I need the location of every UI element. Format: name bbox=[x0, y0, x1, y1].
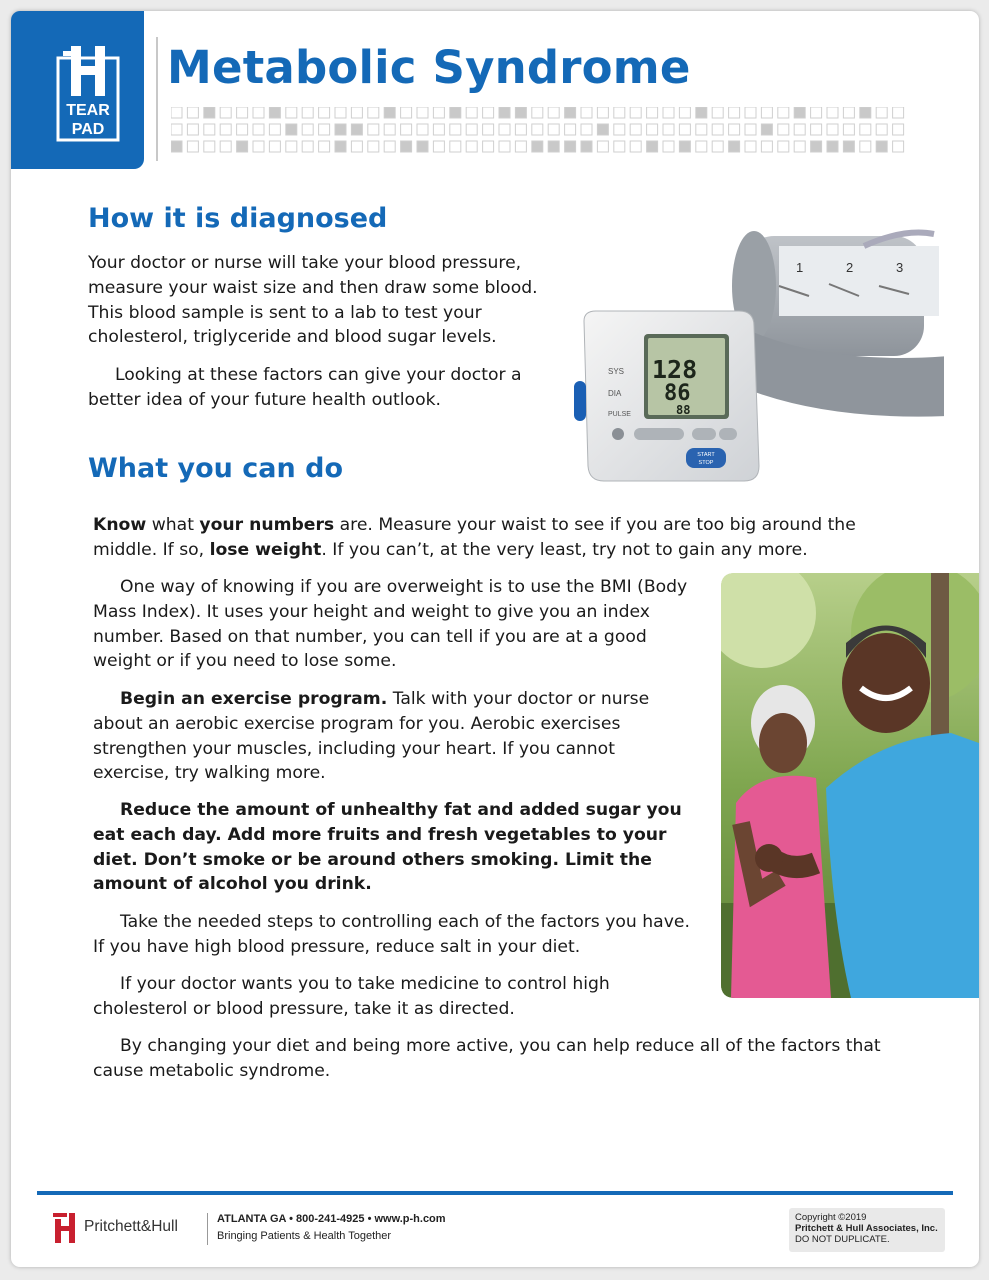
pattern-square bbox=[630, 141, 641, 152]
pattern-square bbox=[204, 124, 215, 135]
copyright-line-3: DO NOT DUPLICATE. bbox=[795, 1234, 890, 1245]
pattern-square bbox=[548, 141, 559, 152]
pattern-square bbox=[204, 141, 215, 152]
pattern-square bbox=[745, 107, 756, 118]
pattern-square bbox=[286, 124, 297, 135]
pattern-square bbox=[729, 107, 740, 118]
footer-contact: ATLANTA GA • 800-241-4925 • www.p-h.com bbox=[217, 1213, 446, 1225]
pattern-square bbox=[712, 124, 723, 135]
pattern-square bbox=[745, 141, 756, 152]
pattern-square bbox=[597, 107, 608, 118]
pattern-square bbox=[893, 141, 904, 152]
pattern-square bbox=[794, 107, 805, 118]
what-paragraph-5 bbox=[93, 910, 693, 960]
pattern-square bbox=[630, 107, 641, 118]
pattern-square bbox=[237, 141, 248, 152]
pattern-square bbox=[597, 124, 608, 135]
pattern-square bbox=[171, 107, 182, 118]
pattern-square bbox=[811, 107, 822, 118]
pattern-square bbox=[335, 124, 346, 135]
pattern-square bbox=[220, 141, 231, 152]
pattern-square bbox=[499, 124, 510, 135]
pattern-square bbox=[253, 124, 264, 135]
pattern-square bbox=[843, 141, 854, 152]
pattern-square bbox=[269, 124, 280, 135]
pattern-square bbox=[253, 107, 264, 118]
pattern-square bbox=[368, 141, 379, 152]
pattern-square bbox=[532, 107, 543, 118]
pattern-square bbox=[565, 124, 576, 135]
pattern-square bbox=[597, 141, 608, 152]
start-label: START bbox=[697, 452, 715, 458]
header-pattern bbox=[171, 107, 911, 157]
pattern-square bbox=[204, 107, 215, 118]
sys-label: SYS bbox=[608, 367, 625, 376]
pattern-square bbox=[696, 141, 707, 152]
pattern-square bbox=[532, 124, 543, 135]
copyright-line-1: Copyright ©2019 bbox=[795, 1212, 867, 1223]
footer-divider bbox=[207, 1213, 208, 1245]
cuff-step-2: 2 bbox=[846, 260, 854, 275]
pattern-square bbox=[860, 141, 871, 152]
pattern-square bbox=[843, 107, 854, 118]
pattern-square bbox=[778, 141, 789, 152]
what-paragraph-3-text: Talk with your doctor or nurse about an aerobic exercise program for you. Aerobic exercises strengthen your muscles, including your heart. If you cannot exercise, try walking more. bbox=[93, 689, 650, 784]
pattern-square bbox=[401, 107, 412, 118]
pattern-square bbox=[417, 141, 428, 152]
pattern-square bbox=[630, 124, 641, 135]
blood-pressure-monitor-image bbox=[564, 216, 944, 491]
pattern-square bbox=[893, 124, 904, 135]
what-paragraph-3 bbox=[93, 687, 663, 786]
pattern-square bbox=[581, 107, 592, 118]
pattern-square bbox=[483, 107, 494, 118]
pattern-square bbox=[647, 141, 658, 152]
pattern-square bbox=[663, 107, 674, 118]
pattern-square bbox=[761, 141, 772, 152]
bold-lose-weight: lose weight bbox=[209, 539, 322, 560]
pattern-square bbox=[876, 124, 887, 135]
pattern-square bbox=[876, 141, 887, 152]
pattern-square bbox=[269, 141, 280, 152]
pattern-square bbox=[319, 124, 330, 135]
page-title: Metabolic Syndrome bbox=[167, 41, 691, 94]
footer-rule bbox=[37, 1191, 953, 1195]
pattern-square bbox=[171, 141, 182, 152]
pattern-square bbox=[761, 107, 772, 118]
pattern-square bbox=[483, 124, 494, 135]
copyright-box bbox=[789, 1208, 945, 1252]
pattern-square bbox=[827, 107, 838, 118]
cuff-step-1: 1 bbox=[796, 260, 804, 275]
pattern-square bbox=[286, 141, 297, 152]
pattern-square bbox=[827, 141, 838, 152]
pattern-square bbox=[466, 124, 477, 135]
sys-value: 128 bbox=[652, 355, 698, 384]
pattern-square bbox=[679, 107, 690, 118]
dia-label: DIA bbox=[608, 389, 622, 398]
pattern-square bbox=[729, 124, 740, 135]
pattern-square bbox=[368, 124, 379, 135]
header-divider bbox=[156, 37, 158, 161]
pattern-square bbox=[499, 141, 510, 152]
bold-your-numbers: your numbers bbox=[199, 515, 335, 535]
tear-pad-logo bbox=[11, 11, 144, 169]
pattern-square bbox=[417, 107, 428, 118]
what-paragraph-6 bbox=[93, 972, 653, 1022]
pattern-square bbox=[499, 107, 510, 118]
pattern-square bbox=[483, 141, 494, 152]
logo-line2: PAD bbox=[71, 121, 105, 138]
diagnosed-paragraph-2 bbox=[88, 363, 548, 413]
pattern-square bbox=[450, 141, 461, 152]
heading-diagnosed: How it is diagnosed bbox=[88, 203, 388, 234]
pattern-square bbox=[450, 124, 461, 135]
logo-line1: TEAR bbox=[66, 102, 110, 119]
document-page bbox=[11, 11, 979, 1267]
pattern-square bbox=[401, 141, 412, 152]
cuff-step-3: 3 bbox=[896, 260, 904, 275]
text-run-3: . If you can’t, at the very least, try not to gain any more. bbox=[321, 539, 808, 560]
pattern-square bbox=[220, 124, 231, 135]
pattern-square bbox=[302, 141, 313, 152]
what-paragraph-1 bbox=[93, 513, 893, 563]
footer-tagline: Bringing Patients & Health Together bbox=[217, 1230, 392, 1242]
pattern-square bbox=[302, 107, 313, 118]
pattern-square bbox=[187, 124, 198, 135]
pattern-square bbox=[384, 107, 395, 118]
what-paragraph-4-text: Reduce the amount of unhealthy fat and added sugar you eat each day. Add more fruits and fresh vegetables to your diet. Don’t smoke or be around others smoking. Limit the amount of alcohol you drink. bbox=[93, 800, 682, 895]
pattern-square bbox=[647, 107, 658, 118]
pattern-square bbox=[171, 124, 182, 135]
pattern-square bbox=[466, 107, 477, 118]
pattern-square bbox=[466, 141, 477, 152]
pattern-square bbox=[548, 124, 559, 135]
pattern-square bbox=[811, 124, 822, 135]
pattern-square bbox=[433, 124, 444, 135]
pattern-square bbox=[761, 124, 772, 135]
pattern-square bbox=[679, 124, 690, 135]
pattern-square bbox=[532, 141, 543, 152]
copyright-company: Pritchett & Hull Associates, Inc. bbox=[795, 1223, 938, 1234]
pattern-square bbox=[581, 124, 592, 135]
what-paragraph-2-text: One way of knowing if you are overweight is to use the BMI (Body Mass Index). It uses your height and weight to give you an index number. Based on that number, you can tell if you are at a good weight or if you need to lose some. bbox=[93, 577, 688, 672]
pattern-square bbox=[433, 107, 444, 118]
pattern-square bbox=[843, 124, 854, 135]
pattern-square bbox=[811, 141, 822, 152]
couple-walking-photo bbox=[721, 573, 979, 998]
pattern-square bbox=[893, 107, 904, 118]
pattern-square bbox=[860, 107, 871, 118]
pattern-square bbox=[450, 107, 461, 118]
pattern-square bbox=[384, 124, 395, 135]
pattern-square bbox=[745, 124, 756, 135]
pattern-square bbox=[319, 141, 330, 152]
pattern-square bbox=[515, 141, 526, 152]
pattern-square bbox=[237, 124, 248, 135]
pattern-square bbox=[237, 107, 248, 118]
brand-name: Pritchett&Hull bbox=[84, 1218, 178, 1235]
tear-pad-icon bbox=[11, 11, 144, 169]
pattern-square bbox=[565, 107, 576, 118]
pattern-square bbox=[401, 124, 412, 135]
text-run-2: are. Measure your waist to see if you are too big around the middle. If so, bbox=[93, 515, 856, 560]
what-paragraph-6-text: If your doctor wants you to take medicine to control high cholesterol or blood pressure, take it as directed. bbox=[93, 974, 610, 1019]
pattern-square bbox=[647, 124, 658, 135]
pattern-square bbox=[581, 141, 592, 152]
pattern-square bbox=[614, 124, 625, 135]
pulse-label: PULSE bbox=[608, 411, 631, 418]
bold-know: Know bbox=[93, 515, 147, 535]
text-run-1: what bbox=[146, 515, 200, 535]
diagnosed-paragraph-1: Your doctor or nurse will take your blood pressure, measure your waist size and then draw some blood. This blood sample is sent to a lab to test your cholesterol, triglyceride and blood sugar levels. bbox=[88, 253, 538, 348]
pattern-square bbox=[515, 107, 526, 118]
what-paragraph-2 bbox=[93, 575, 693, 674]
pattern-square bbox=[548, 107, 559, 118]
what-paragraph-7 bbox=[93, 1034, 893, 1084]
pattern-square bbox=[712, 107, 723, 118]
copyright-line-2 bbox=[795, 1223, 939, 1234]
pattern-square bbox=[794, 141, 805, 152]
pulse-value: 88 bbox=[676, 403, 691, 417]
pattern-square bbox=[187, 107, 198, 118]
pattern-square bbox=[351, 141, 362, 152]
pattern-square bbox=[269, 107, 280, 118]
pattern-square bbox=[319, 107, 330, 118]
pattern-square bbox=[712, 141, 723, 152]
pattern-square bbox=[663, 124, 674, 135]
pattern-square bbox=[778, 107, 789, 118]
pattern-square bbox=[384, 141, 395, 152]
pattern-square bbox=[286, 107, 297, 118]
pattern-square bbox=[433, 141, 444, 152]
heading-what-you-can-do: What you can do bbox=[88, 453, 344, 484]
pattern-square bbox=[696, 124, 707, 135]
pattern-square bbox=[827, 124, 838, 135]
pattern-square bbox=[351, 124, 362, 135]
pattern-square bbox=[417, 124, 428, 135]
pattern-square bbox=[565, 141, 576, 152]
dia-value: 86 bbox=[664, 381, 691, 406]
what-paragraph-7-text: By changing your diet and being more active, you can help reduce all of the factors that cause metabolic syndrome. bbox=[93, 1036, 881, 1081]
pattern-square bbox=[351, 107, 362, 118]
pritchett-hull-logo-icon bbox=[53, 1211, 83, 1245]
pattern-square bbox=[614, 107, 625, 118]
pattern-square bbox=[368, 107, 379, 118]
pattern-square bbox=[679, 141, 690, 152]
what-paragraph-5-text: Take the needed steps to controlling each of the factors you have. If you have high blood pressure, reduce salt in your diet. bbox=[93, 912, 690, 957]
pattern-square bbox=[729, 141, 740, 152]
pattern-square bbox=[187, 141, 198, 152]
pattern-square bbox=[335, 107, 346, 118]
what-paragraph-4 bbox=[93, 798, 693, 897]
pattern-square bbox=[696, 107, 707, 118]
pattern-square bbox=[663, 141, 674, 152]
stop-label: STOP bbox=[698, 460, 714, 466]
pattern-square bbox=[778, 124, 789, 135]
pattern-square bbox=[253, 141, 264, 152]
pattern-square bbox=[302, 124, 313, 135]
pattern-square bbox=[860, 124, 871, 135]
diagnosed-paragraph-2-text: Looking at these factors can give your doctor a better idea of your future health outlook. bbox=[88, 365, 522, 410]
pattern-square bbox=[794, 124, 805, 135]
pattern-square bbox=[515, 124, 526, 135]
pattern-square bbox=[876, 107, 887, 118]
pattern-square bbox=[220, 107, 231, 118]
pattern-square bbox=[614, 141, 625, 152]
pattern-square bbox=[335, 141, 346, 152]
bold-begin-exercise: Begin an exercise program. bbox=[120, 689, 388, 709]
